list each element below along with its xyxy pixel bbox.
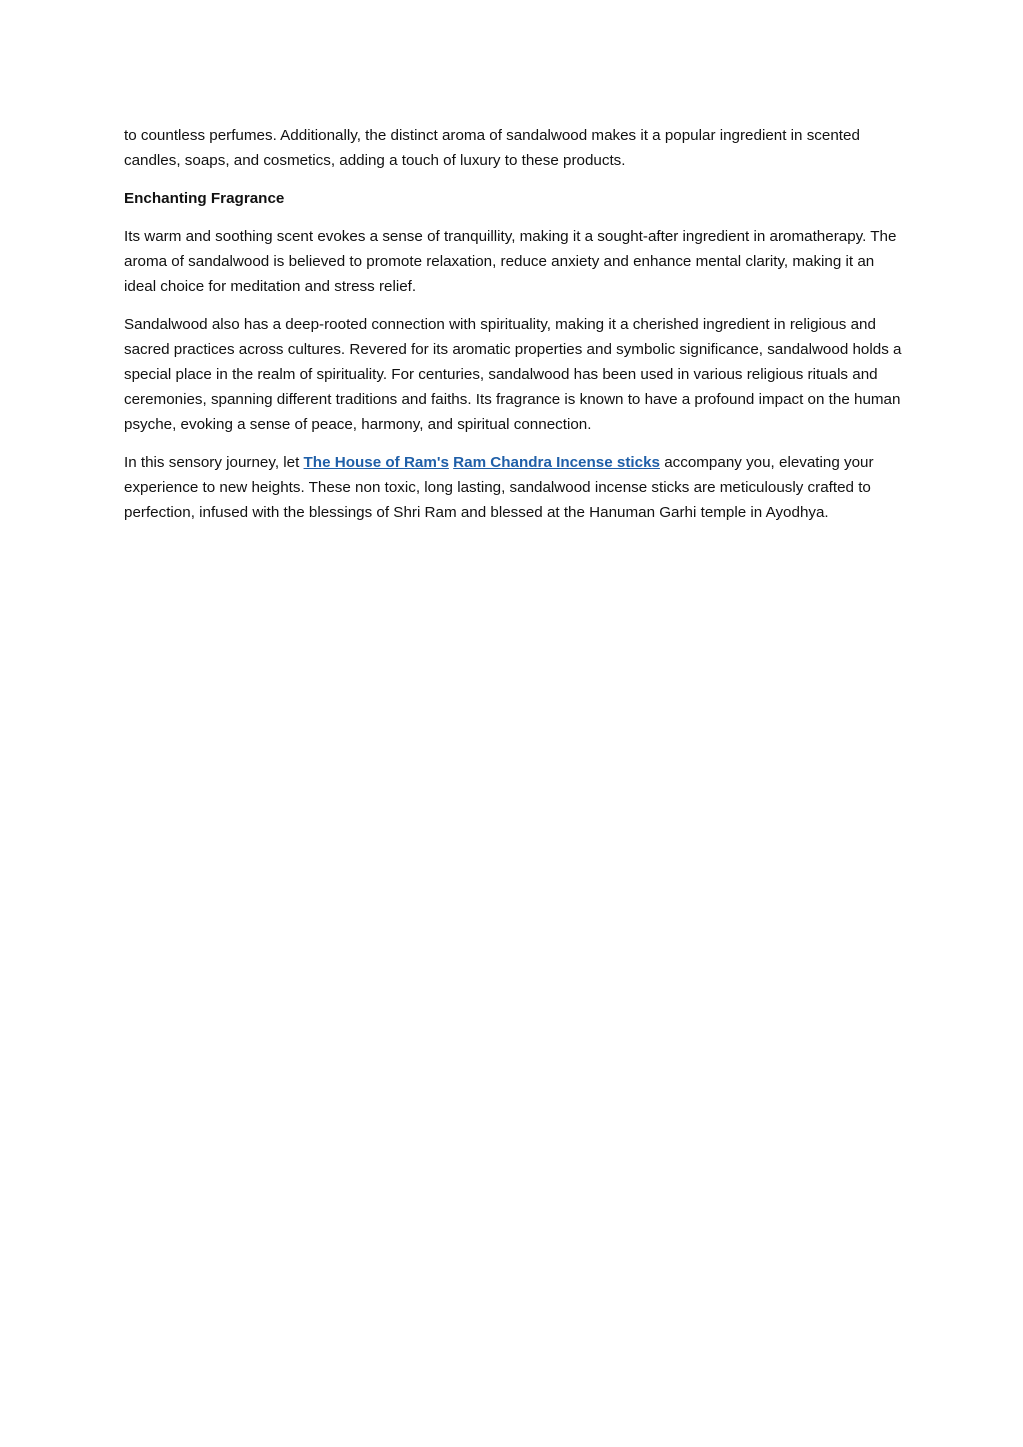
fragrance-paragraph: Its warm and soothing scent evokes a sense of tranquillity, making it a sought-after ingredient in aromatherapy. The aroma of sandalwood is believed to promote relaxation, reduce anxiety and enhance mental clarity, making it an ideal choice for meditation and stress relief. <box>124 228 897 295</box>
document-page <box>124 123 904 538</box>
journey-text-end: accompany you, elevating your experience to new heights. These non toxic, long lasting, sandalwood incense sticks are meticulously crafted to perfection, infused with the blessings of Shri Ram and blessed at the Hanuman Garhi temple in Ayodhya. <box>124 454 874 521</box>
journey-paragraph <box>124 450 904 525</box>
journey-text-start: In this sensory journey, let <box>124 454 304 471</box>
ram-chandra-incense-link[interactable]: Ram Chandra Incense sticks <box>453 454 660 471</box>
section-heading: Enchanting Fragrance <box>124 190 285 207</box>
intro-paragraph: to countless perfumes. Additionally, the distinct aroma of sandalwood makes it a popular ingredient in scented candles, soaps, and cosmetics, adding a touch of luxury to these products. <box>124 127 860 169</box>
house-of-ram-link[interactable]: The House of Ram's <box>303 454 449 471</box>
spirituality-paragraph: Sandalwood also has a deep-rooted connection with spirituality, making it a cherished ingredient in religious and sacred practices across cultures. Revered for its aromatic properties and symbolic significance, sandalwood holds a special place in the realm of spirituality. For centuries, sandalwood has been used in various religious rituals and ceremonies, spanning different traditions and faiths. Its fragrance is known to have a profound impact on the human psyche, evoking a sense of peace, harmony, and spiritual connection. <box>124 316 902 433</box>
